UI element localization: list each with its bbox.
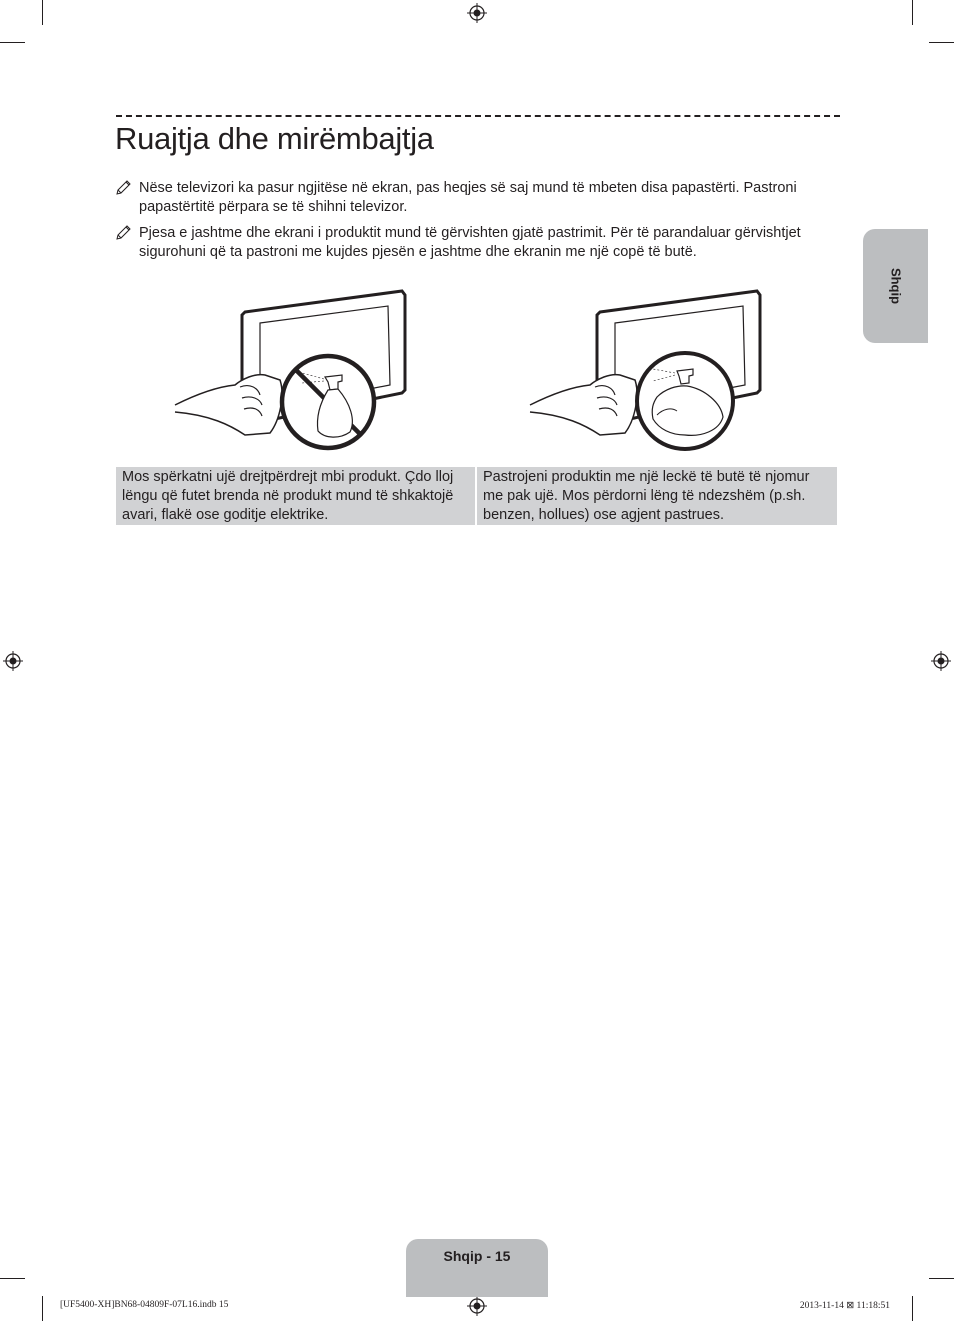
registration-mark-icon — [467, 3, 487, 23]
pencil-note-icon — [115, 179, 133, 197]
crop-mark — [42, 1296, 43, 1321]
registration-mark-icon — [467, 1296, 487, 1316]
crop-mark — [42, 0, 43, 25]
illustration-do-not-spray — [170, 285, 415, 460]
note-text: Nëse televizori ka pasur ngjitëse në ekran, pas heqjes së saj mund të mbeten disa papastërti. Pastroni papastërtitë përpara se të shihni televizor. — [139, 180, 797, 215]
page-number-tab — [406, 1239, 548, 1297]
crop-mark — [929, 42, 954, 43]
crop-mark — [0, 42, 25, 43]
page-title: Ruajtja dhe mirëmbajtja — [115, 121, 434, 156]
crop-mark — [929, 1278, 954, 1279]
footer-file-info: [UF5400-XH]BN68-04809F-07L16.indb 15 — [60, 1300, 229, 1310]
registration-mark-icon — [3, 651, 23, 671]
crop-mark — [912, 1296, 913, 1321]
crop-mark — [912, 0, 913, 25]
note-item — [115, 179, 845, 217]
note-item — [115, 224, 845, 262]
caption-do-not-spray — [116, 467, 475, 525]
registration-mark-icon — [931, 651, 951, 671]
section-divider — [116, 115, 840, 117]
note-text: Pjesa e jashtme dhe ekrani i produktit mund të gërvishten gjatë pastrimit. Për të parandaluar gërvishtjet sigurohuni që ta pastroni me kujdes pjesën e jashtme dhe ekranin me një copë të butë. — [139, 225, 801, 260]
pencil-note-icon — [115, 224, 133, 242]
crop-mark — [0, 1278, 25, 1279]
language-side-tab — [863, 229, 928, 343]
side-tab-label: Shqip — [888, 267, 903, 305]
caption-clean-with-cloth — [477, 467, 837, 525]
footer-timestamp: 2013-11-14 ⊠ 11:18:51 — [799, 1301, 890, 1311]
page-number: Shqip - 15 — [443, 1248, 511, 1264]
illustration-clean-with-cloth — [525, 285, 770, 460]
caption-text: Pastrojeni produktin me një leckë të butë të njomur me pak ujë. Mos përdorni lëng të ndezshëm (p.sh. benzen, hollues) ose agjent pastrues. — [483, 469, 810, 523]
caption-text: Mos spërkatni ujë drejtpërdrejt mbi produkt. Çdo lloj lëngu që futet brenda në produkt mund të shkaktojë avari, flakë ose goditje elektrike. — [122, 469, 454, 523]
